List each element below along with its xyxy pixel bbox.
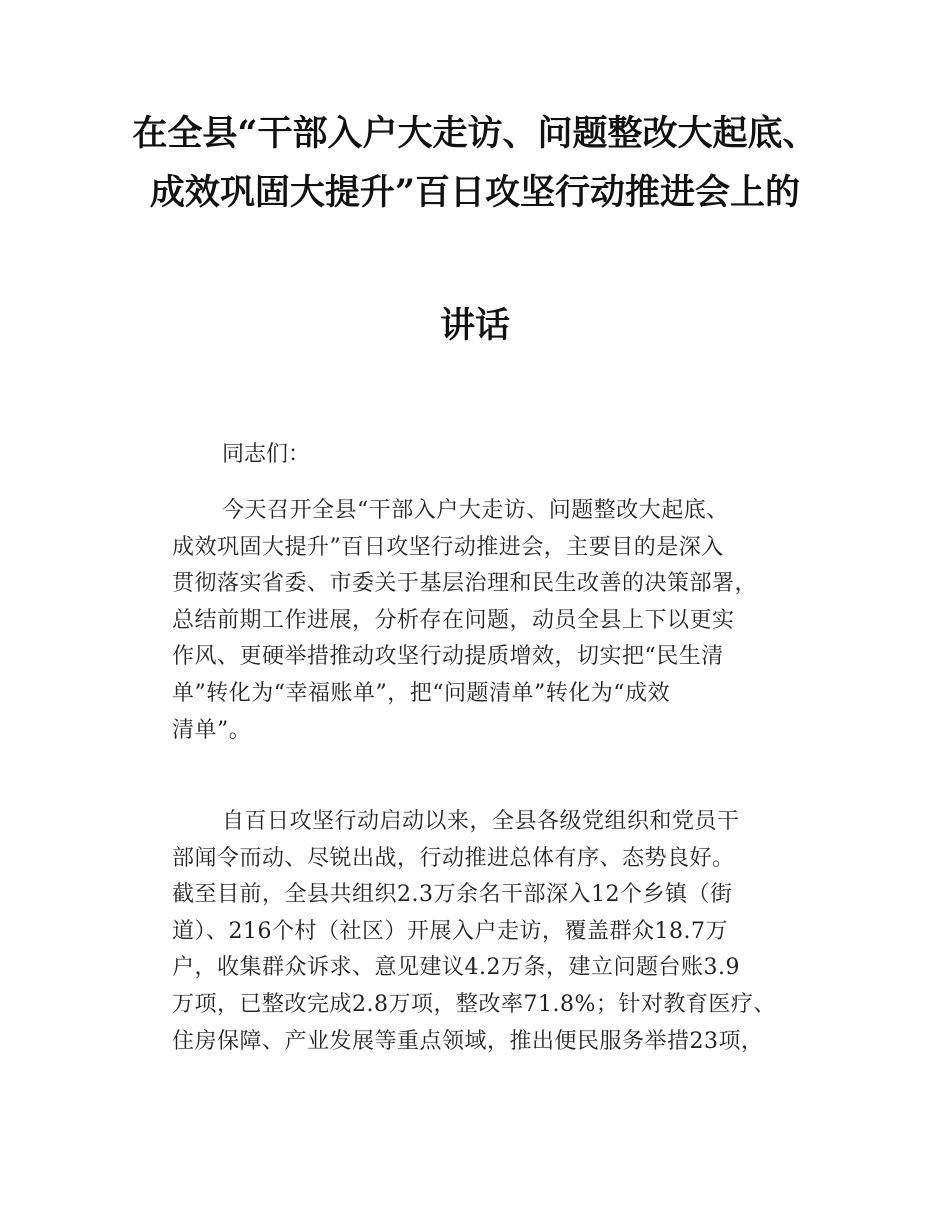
paragraph-line: 自百日攻坚行动启动以来，全县各级党组织和党员干 [222,809,740,834]
paragraph-1 [172,493,832,749]
paragraph-line: 清单”。 [172,717,252,743]
salutation: 同志们： [222,442,311,467]
paragraph-line: 今天召开全县“干部入户大走访、问题整改大起底、 [222,498,729,523]
paragraph-line: 作风、更硬举措推动攻坚行动提质增效，切实把“民生清 [172,644,724,670]
paragraph-line: 道）、216个村（社区）开展入户走访，覆盖群众18.7万 [172,918,728,944]
paragraph-line: 截至目前，全县共组织2.3万余名干部深入12个乡镇（街 [172,882,733,908]
paragraph-line: 住房保障、产业发展等重点领域，推出便民服务举措23项， [172,1028,764,1054]
paragraph-line: 总结前期工作进展，分析存在问题，动员全县上下以更实 [172,607,735,633]
document-title-line-2: 成效巩固大提升”百日攻坚行动推进会上的 [149,172,801,213]
paragraph-line: 部闻令而动、尽锐出战，行动推进总体有序、态势良好。 [172,845,735,871]
paragraph-2 [172,804,832,1060]
paragraph-line: 单”转化为“幸福账单”，把“问题清单”转化为“成效 [172,680,670,706]
paragraph-line: 贯彻落实省委、市委关于基层治理和民生改善的决策部署， [172,571,758,597]
document-title-line-3: 讲话 [439,305,510,346]
document-title-line-1: 在全县“干部入户大走访、问题整改大起底、 [132,113,818,154]
paragraph-line: 万项，已整改完成2.8万项，整改率71.8%；针对教育医疗、 [172,991,776,1017]
paragraph-line: 户，收集群众诉求、意见建议4.2万条，建立问题台账3.9 [172,955,740,981]
paragraph-line: 成效巩固大提升”百日攻坚行动推进会，主要目的是深入 [172,534,724,560]
